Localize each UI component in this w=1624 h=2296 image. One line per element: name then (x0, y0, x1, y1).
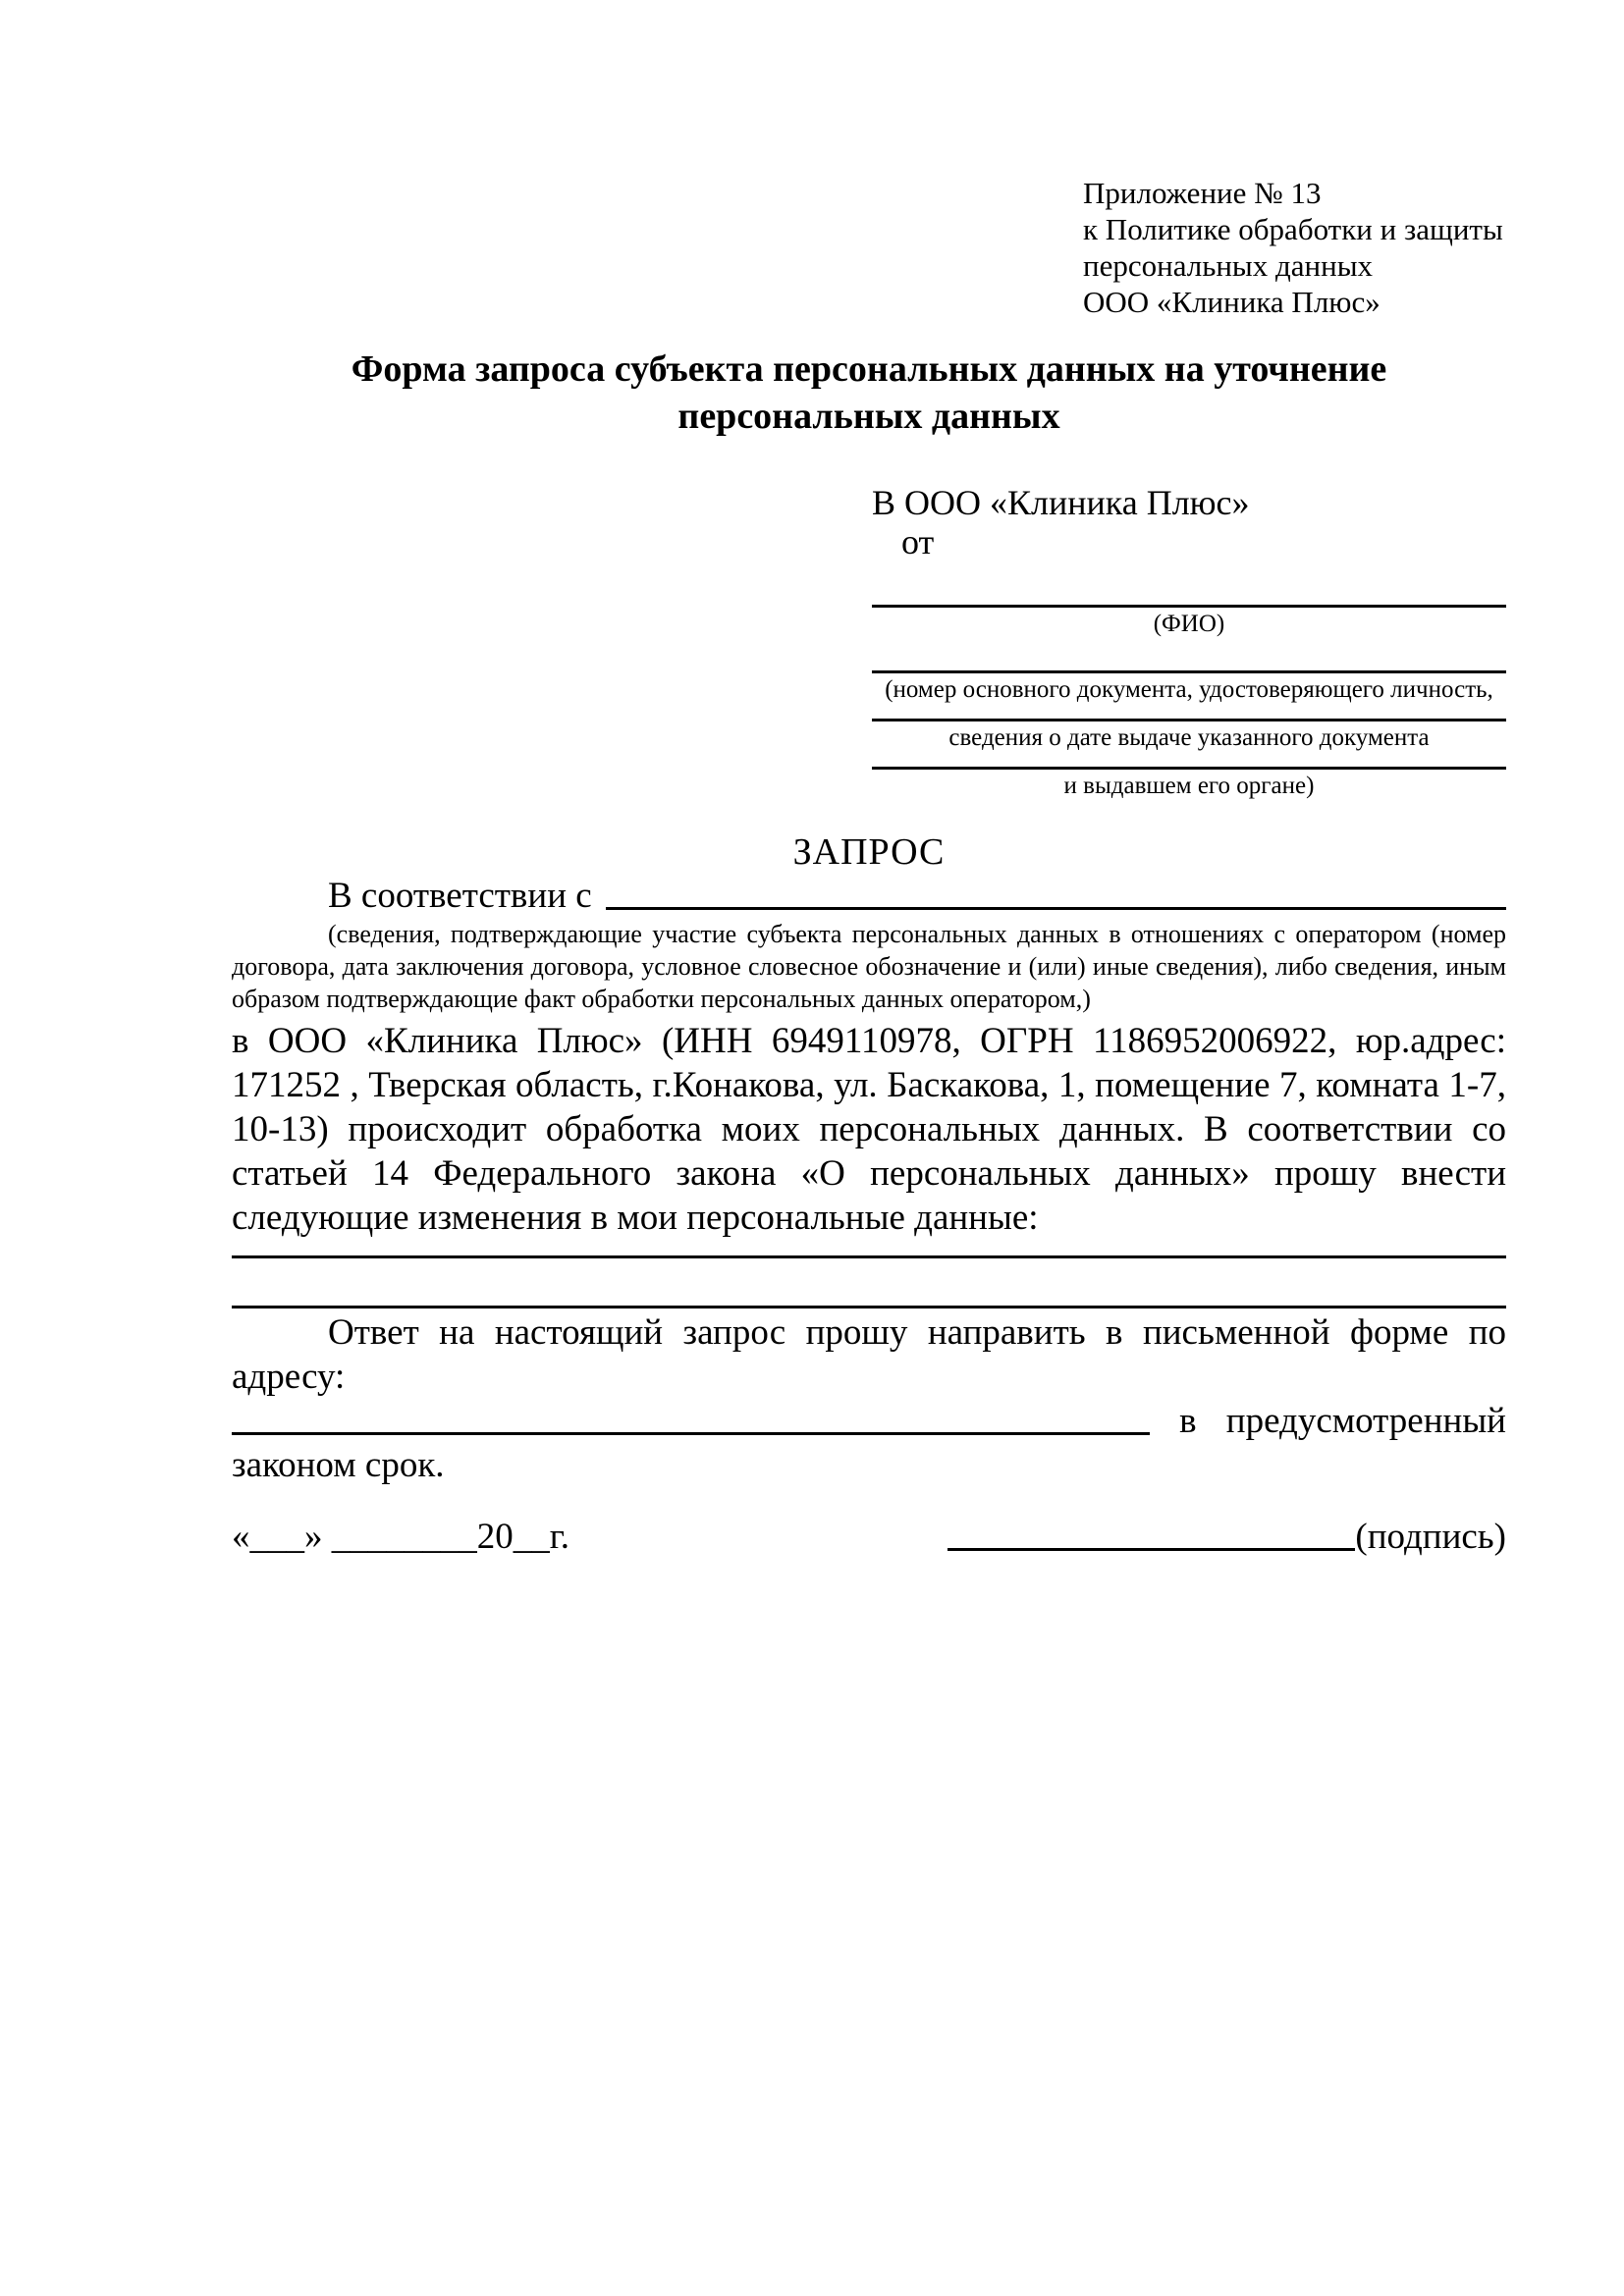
request-heading: ЗАПРОС (792, 831, 946, 873)
document-number-field (872, 639, 1506, 705)
signature-fill-line[interactable] (947, 1548, 1355, 1551)
document-number-fill-line[interactable] (872, 639, 1506, 673)
closing-line: законом срок. (232, 1445, 445, 1485)
appendix-block (1083, 175, 1506, 320)
addressee-block (872, 483, 1506, 801)
document-number-caption: (номер основного документа, удостоверяющего личность, (885, 676, 1493, 703)
appendix-line-3: персональных данных (1083, 248, 1374, 283)
answer-tail-word-1: в (1179, 1401, 1197, 1441)
fio-fill-line[interactable] (872, 561, 1506, 608)
basis-fill-line[interactable] (606, 907, 1506, 910)
fio-caption: (ФИО) (1153, 611, 1225, 637)
basis-lead-text: В соответствии с (328, 876, 592, 916)
basis-row (232, 874, 1506, 918)
fio-field (872, 561, 1506, 639)
changes-fill-line-2[interactable] (232, 1258, 1506, 1308)
issuing-authority-caption: и выдавшем его органе) (1063, 773, 1315, 799)
document-issue-date-fill-line[interactable] (872, 705, 1506, 721)
document-issue-date-caption: сведения о дате выдаче указанного документа (948, 724, 1430, 751)
answer-tail-word-2: предусмотренный (1225, 1401, 1506, 1441)
appendix-line-2: к Политике обработки и защиты (1083, 212, 1503, 246)
addressee-from-label: от (901, 522, 935, 561)
address-row (232, 1399, 1506, 1443)
signature-row (232, 1515, 1506, 1559)
basis-note: (сведения, подтверждающие участие субъекта персональных данных в отношениях с оператором (номер договора, дата заключения договора, условное словесное обозначение и (или) иные сведения), либо сведения, иным образом подтверждающие факт обработки персональных данных оператором,) (232, 920, 1506, 1013)
addressee-organization: В ООО «Клиника Плюс» (872, 483, 1250, 522)
answer-sentence: Ответ на настоящий запрос прошу направить в письменной форме по адресу: (232, 1312, 1506, 1397)
issuing-authority-field (872, 753, 1506, 801)
signature-caption: (подпись) (1355, 1517, 1506, 1557)
appendix-line-1: Приложение № 13 (1083, 176, 1322, 210)
address-fill-line[interactable] (232, 1432, 1150, 1435)
appendix-line-4: ООО «Клиника Плюс» (1083, 285, 1380, 319)
issuing-authority-fill-line[interactable] (872, 753, 1506, 770)
document-issue-date-field (872, 705, 1506, 753)
signature-area (947, 1515, 1506, 1559)
form-title: Форма запроса субъекта персональных данных на уточнение персональных данных (351, 348, 1387, 437)
changes-fill-line-1[interactable] (232, 1240, 1506, 1258)
body-paragraph: в ООО «Клиника Плюс» (ИНН 6949110978, ОГРН 1186952006922, юр.адрес: 171252 , Тверская область, г.Конакова, ул. Баскакова, 1, помещение 7, комната 1-7, 10-13) происходит обработка моих персональных данных. В соответствии со статьей 14 Федерального закона «О персональных данных» прошу внести следующие изменения в мои персональные данные: (232, 1021, 1506, 1238)
date-fill-blank[interactable]: «___» ________20__г. (232, 1517, 570, 1557)
